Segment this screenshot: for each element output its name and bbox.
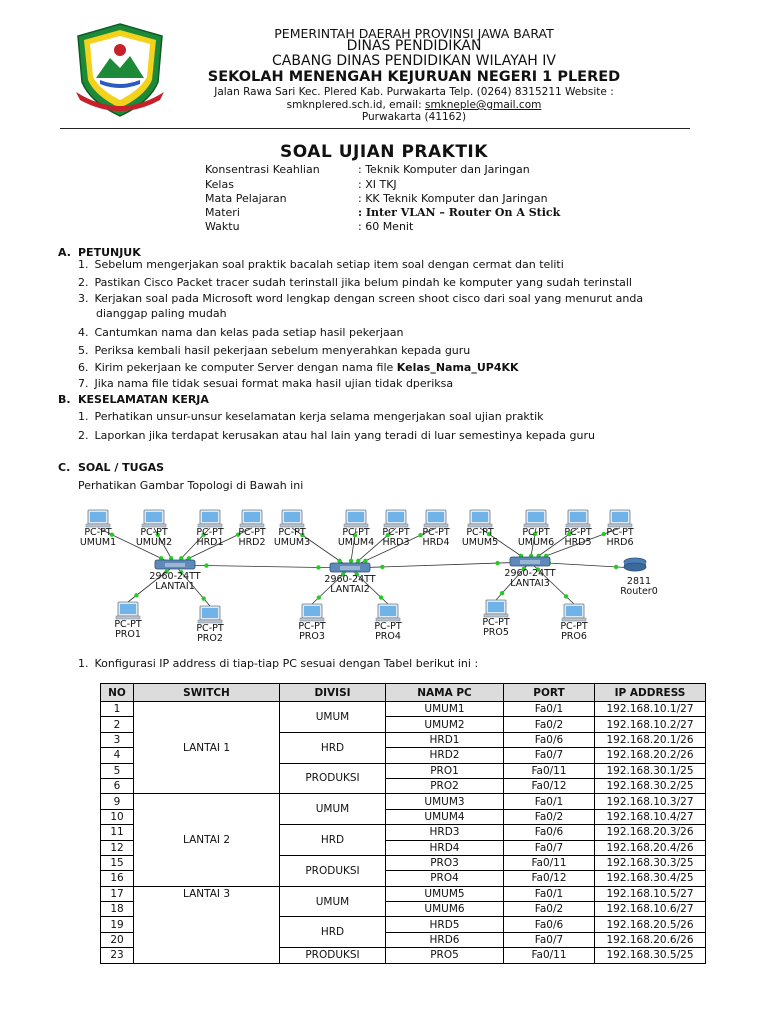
pc-type-label: PC-PT [422, 527, 450, 538]
info-value: : XI TKJ [358, 178, 397, 191]
screen [612, 512, 628, 522]
cell-pc: UMUM3 [386, 794, 504, 809]
link-indicator [363, 559, 367, 563]
cell-pc: HRD1 [386, 732, 504, 747]
info-key: Mata Pelajaran [205, 192, 287, 205]
list-item [78, 275, 678, 291]
network-topology-diagram [70, 500, 690, 650]
table-row [101, 886, 706, 901]
cell-switch: LANTAI 1 [134, 702, 280, 794]
cell-ip: 192.168.20.5/26 [595, 917, 706, 932]
pc-node [298, 604, 326, 642]
screen [146, 512, 162, 522]
cell-no: 23 [101, 948, 134, 963]
info-value: : Inter VLAN – Router On A Stick [358, 206, 561, 219]
pc-name-label: PRO6 [561, 631, 587, 642]
task-1 [78, 656, 678, 672]
cell-ip: 192.168.10.2/27 [595, 717, 706, 732]
screen [388, 512, 404, 522]
link-indicator [500, 591, 504, 595]
link-indicator [204, 563, 208, 567]
item-text: Kirim pekerjaan ke computer Server dengan nama file [94, 361, 397, 374]
screen [472, 512, 488, 522]
pc-name-label: UMUM5 [461, 537, 499, 548]
switch-icon [155, 560, 195, 569]
cell-pc: PRO4 [386, 871, 504, 886]
cell-port: Fa0/7 [504, 840, 595, 855]
col-header-divisi: DIVISI [280, 684, 386, 702]
screen [380, 606, 396, 616]
link-indicator [337, 559, 341, 563]
pc-type-label: PC-PT [342, 527, 370, 538]
switch-node [324, 563, 375, 595]
switch-model-label: 2960-24TT [149, 571, 201, 582]
screen [348, 512, 364, 522]
email-link[interactable]: smkneple@gmail.com [424, 99, 542, 111]
screen [244, 512, 260, 522]
cell-port: Fa0/11 [504, 948, 595, 963]
pc-node [518, 510, 554, 548]
cell-divisi: PRODUKSI [280, 763, 386, 794]
item-number: 6. [78, 361, 89, 374]
cell-port: Fa0/6 [504, 732, 595, 747]
cell-pc: PRO3 [386, 855, 504, 870]
table-row [101, 702, 706, 717]
switch-icon [510, 557, 550, 566]
link-indicator [317, 595, 321, 599]
cell-divisi: UMUM [280, 794, 386, 825]
info-key: Konsentrasi Keahlian [205, 163, 320, 176]
cell-port: Fa0/12 [504, 778, 595, 793]
link-indicator [614, 565, 618, 569]
cell-port: Fa0/11 [504, 763, 595, 778]
pc-type-label: PC-PT [482, 617, 510, 628]
cell-divisi: HRD [280, 732, 386, 763]
list-item [78, 376, 678, 392]
cell-divisi: UMUM [280, 886, 386, 917]
pc-type-label: PC-PT [114, 619, 142, 630]
cell-pc: PRO1 [386, 763, 504, 778]
pc-name-label: UMUM3 [273, 537, 311, 548]
pc-type-label: PC-PT [238, 527, 266, 538]
list-item [78, 257, 678, 273]
pc-node [382, 510, 410, 548]
pc-name-label: PRO4 [375, 631, 401, 642]
section-title: PETUNJUK [78, 246, 141, 259]
section-letter: C. [58, 461, 71, 474]
item-number: 2. [78, 276, 89, 289]
ip-address-table [100, 683, 706, 964]
pc-node [422, 510, 450, 548]
pc-node [482, 600, 510, 638]
pc-node [274, 510, 310, 548]
screen [202, 512, 218, 522]
screen [570, 512, 586, 522]
switch-name-label: LANTAI2 [330, 584, 370, 595]
screen [120, 604, 136, 614]
link-indicator [134, 593, 138, 597]
switch-model-label: 2960-24TT [504, 568, 556, 579]
cell-pc: PRO5 [386, 948, 504, 963]
cell-ip: 192.168.30.4/25 [595, 871, 706, 886]
pc-name-label: UMUM1 [79, 537, 117, 548]
cell-pc: UMUM2 [386, 717, 504, 732]
section-title: SOAL / TUGAS [78, 461, 165, 474]
cell-port: Fa0/6 [504, 917, 595, 932]
pc-node [80, 510, 116, 548]
cell-pc: HRD5 [386, 917, 504, 932]
link-indicator [379, 595, 383, 599]
info-value: : Teknik Komputer dan Jaringan [358, 163, 530, 176]
cell-pc: UMUM1 [386, 702, 504, 717]
pc-name-label: HRD2 [238, 537, 266, 548]
item-text: Cantumkan nama dan kelas pada setiap hasil pekerjaan [94, 326, 404, 339]
cell-ip: 192.168.10.1/27 [595, 702, 706, 717]
letterhead-contact [0, 99, 768, 111]
pc-type-label: PC-PT [560, 621, 588, 632]
cell-no: 9 [101, 794, 134, 809]
filename-format: Kelas_Nama_UP4KK [396, 361, 519, 374]
list-item-continuation: dianggap paling mudah [96, 307, 227, 320]
cell-pc: UMUM5 [386, 886, 504, 901]
cell-divisi: HRD [280, 917, 386, 948]
pc-name-label: UMUM2 [135, 537, 173, 548]
cell-ip: 192.168.10.4/27 [595, 809, 706, 824]
cell-no: 5 [101, 763, 134, 778]
cell-switch: LANTAI 2 [134, 794, 280, 886]
item-text: Kerjakan soal pada Microsoft word lengkap dengan screen shoot cisco dari soal yang menurut anda [94, 292, 644, 305]
router-name-label: Router0 [620, 586, 658, 597]
letterhead-government: PEMERINTAH DAERAH PROVINSI JAWA BARAT [274, 26, 554, 41]
cell-ip: 192.168.20.2/26 [595, 748, 706, 763]
letterhead-school: SEKOLAH MENENGAH KEJURUAN NEGERI 1 PLERED [207, 69, 621, 85]
pc-type-label: PC-PT [140, 527, 168, 538]
router-base [624, 563, 646, 571]
router-node [620, 558, 658, 597]
cell-ip: 192.168.20.3/26 [595, 825, 706, 840]
item-number: 4. [78, 326, 89, 339]
cell-divisi: UMUM [280, 702, 386, 733]
cell-port: Fa0/12 [504, 871, 595, 886]
cell-no: 15 [101, 855, 134, 870]
cell-no: 3 [101, 732, 134, 747]
link-indicator [202, 596, 206, 600]
col-header-pc: NAMA PC [386, 684, 504, 702]
screen [428, 512, 444, 522]
link-indicator [316, 565, 320, 569]
cell-pc: HRD2 [386, 748, 504, 763]
pc-node [238, 510, 266, 548]
cell-divisi: PRODUKSI [280, 948, 386, 963]
pc-type-label: PC-PT [606, 527, 634, 538]
cell-no: 18 [101, 902, 134, 917]
pc-name-label: HRD5 [564, 537, 592, 548]
switch-icon [330, 563, 370, 572]
switch-model-label: 2960-24TT [324, 574, 376, 585]
cell-no: 19 [101, 917, 134, 932]
pc-name-label: PRO2 [197, 633, 223, 644]
pc-type-label: PC-PT [196, 527, 224, 538]
item-number: 3. [78, 292, 89, 305]
screen [90, 512, 106, 522]
cell-ip: 192.168.10.3/27 [595, 794, 706, 809]
switch-node [149, 560, 200, 592]
item-text: Periksa kembali hasil pekerjaan sebelum menyerahkan kepada guru [94, 344, 471, 357]
section-c-intro: Perhatikan Gambar Topologi di Bawah ini [78, 479, 304, 492]
list-item [78, 343, 678, 359]
cell-port: Fa0/2 [504, 902, 595, 917]
link-indicator [495, 561, 499, 565]
cell-no: 2 [101, 717, 134, 732]
pc-node [338, 510, 374, 548]
cell-pc: UMUM6 [386, 902, 504, 917]
cell-ip: 192.168.20.6/26 [595, 932, 706, 947]
list-item [78, 409, 678, 425]
list-item [78, 291, 678, 307]
switch-name-label: LANTAI3 [510, 578, 550, 589]
item-number: 1. [78, 258, 89, 271]
cell-no: 12 [101, 840, 134, 855]
cell-port: Fa0/1 [504, 886, 595, 901]
col-header-switch: SWITCH [134, 684, 280, 702]
screen [304, 606, 320, 616]
cell-pc: HRD3 [386, 825, 504, 840]
pc-type-label: PC-PT [298, 621, 326, 632]
pc-node [564, 510, 592, 548]
pc-type-label: PC-PT [382, 527, 410, 538]
link-indicator [349, 559, 353, 563]
cell-port: Fa0/11 [504, 855, 595, 870]
info-key: Kelas [205, 178, 234, 191]
cell-pc: PRO2 [386, 778, 504, 793]
col-header-ip: IP ADDRESS [595, 684, 706, 702]
cell-port: Fa0/7 [504, 932, 595, 947]
item-text: Jika nama file tidak sesuai format maka hasil ujian tidak dperiksa [94, 377, 454, 390]
cell-pc: HRD6 [386, 932, 504, 947]
node-layer [80, 510, 658, 644]
pc-name-label: PRO3 [299, 631, 325, 642]
pc-name-label: HRD3 [382, 537, 410, 548]
cell-ip: 192.168.30.1/25 [595, 763, 706, 778]
link-indicator [356, 559, 360, 563]
link-indicator [380, 565, 384, 569]
pc-name-label: UMUM6 [517, 537, 555, 548]
pc-node [114, 602, 142, 640]
cell-ip: 192.168.10.5/27 [595, 886, 706, 901]
router-model-label: 2811 [626, 576, 652, 587]
cable-line [175, 565, 350, 568]
cell-ip: 192.168.20.1/26 [595, 732, 706, 747]
link-indicator [602, 532, 606, 536]
list-item [78, 428, 678, 444]
info-key: Waktu [205, 220, 240, 233]
item-text: Sebelum mengerjakan soal praktik bacalah setiap item soal dengan cermat dan teliti [94, 258, 564, 271]
info-key: Materi [205, 206, 240, 219]
screen [284, 512, 300, 522]
cell-no: 6 [101, 778, 134, 793]
pc-node [462, 510, 498, 548]
cell-no: 4 [101, 748, 134, 763]
item-text: Konfigurasi IP address di tiap-tiap PC sesuai dengan Tabel berikut ini : [94, 657, 479, 670]
cell-pc: HRD4 [386, 840, 504, 855]
pc-name-label: UMUM4 [337, 537, 375, 548]
section-letter: A. [58, 246, 71, 259]
cell-ip: 192.168.30.5/25 [595, 948, 706, 963]
section-c-heading [58, 461, 164, 474]
info-value: : KK Teknik Komputer dan Jaringan [358, 192, 548, 205]
screen [202, 608, 218, 618]
pc-name-label: PRO1 [115, 629, 141, 640]
cell-ip: 192.168.30.2/25 [595, 778, 706, 793]
cell-switch: LANTAI 3 [134, 886, 280, 963]
item-text: Perhatikan unsur-unsur keselamatan kerja selama mengerjakan soal ujian praktik [94, 410, 544, 423]
document-title: SOAL UJIAN PRAKTIK [280, 142, 488, 162]
pc-type-label: PC-PT [564, 527, 592, 538]
item-number: 2. [78, 429, 89, 442]
cell-divisi: PRODUKSI [280, 855, 386, 886]
pc-type-label: PC-PT [522, 527, 550, 538]
table-header-row [101, 684, 706, 702]
cell-port: Fa0/2 [504, 809, 595, 824]
pc-type-label: PC-PT [84, 527, 112, 538]
table-row [101, 794, 706, 809]
letterhead-city: Purwakarta (41162) [361, 111, 467, 123]
item-number: 1. [78, 657, 89, 670]
pc-node [606, 510, 634, 548]
section-letter: B. [58, 393, 71, 406]
cell-no: 20 [101, 932, 134, 947]
pc-type-label: PC-PT [278, 527, 306, 538]
switch-name-label: LANTAI1 [155, 581, 195, 592]
pc-node [196, 510, 224, 548]
item-number: 5. [78, 344, 89, 357]
item-number: 7. [78, 377, 89, 390]
cell-ip: 192.168.30.3/25 [595, 855, 706, 870]
list-item [78, 325, 678, 341]
cell-ip: 192.168.10.6/27 [595, 902, 706, 917]
pc-type-label: PC-PT [374, 621, 402, 632]
section-b-heading [58, 393, 209, 406]
cell-no: 17 [101, 886, 134, 901]
cell-port: Fa0/2 [504, 717, 595, 732]
pc-node [560, 604, 588, 642]
list-item [78, 360, 678, 376]
item-text: Laporkan jika terdapat kerusakan atau hal lain yang teradi di luar semestinya kepada guru [94, 429, 595, 442]
item-number: 1. [78, 410, 89, 423]
pc-type-label: PC-PT [466, 527, 494, 538]
cell-divisi: HRD [280, 825, 386, 856]
screen [488, 602, 504, 612]
letterhead-web: smknplered.sch.id, email: [286, 99, 425, 111]
letterhead-address: Jalan Rawa Sari Kec. Plered Kab. Purwakarta Telp. (0264) 8315211 Website : [214, 86, 614, 98]
switch-node [504, 557, 555, 589]
pc-name-label: HRD1 [196, 537, 224, 548]
col-header-no: NO [101, 684, 134, 702]
pc-node [374, 604, 402, 642]
cell-port: Fa0/1 [504, 702, 595, 717]
pc-name-label: HRD6 [606, 537, 634, 548]
info-value: : 60 Menit [358, 220, 414, 233]
pc-node [196, 606, 224, 644]
letterhead-branch: CABANG DINAS PENDIDIKAN WILAYAH IV [272, 53, 556, 69]
cell-port: Fa0/7 [504, 748, 595, 763]
link-indicator [564, 594, 568, 598]
cable-line [350, 562, 530, 568]
cell-port: Fa0/6 [504, 825, 595, 840]
cell-port: Fa0/1 [504, 794, 595, 809]
col-header-port: PORT [504, 684, 595, 702]
screen [528, 512, 544, 522]
cell-pc: UMUM4 [386, 809, 504, 824]
item-text: Pastikan Cisco Packet tracer sudah terinstall jika belum pindah ke komputer yang sudah terinstall [94, 276, 632, 289]
pc-node [136, 510, 172, 548]
section-title: KESELAMATAN KERJA [78, 393, 209, 406]
pc-name-label: PRO5 [483, 627, 509, 638]
pc-name-label: HRD4 [422, 537, 450, 548]
cell-no: 1 [101, 702, 134, 717]
cell-no: 10 [101, 809, 134, 824]
header-divider [60, 128, 690, 129]
cell-no: 16 [101, 871, 134, 886]
pc-type-label: PC-PT [196, 623, 224, 634]
letterhead-agency: DINAS PENDIDIKAN [346, 38, 482, 54]
cell-no: 11 [101, 825, 134, 840]
screen [566, 606, 582, 616]
cell-ip: 192.168.20.4/26 [595, 840, 706, 855]
